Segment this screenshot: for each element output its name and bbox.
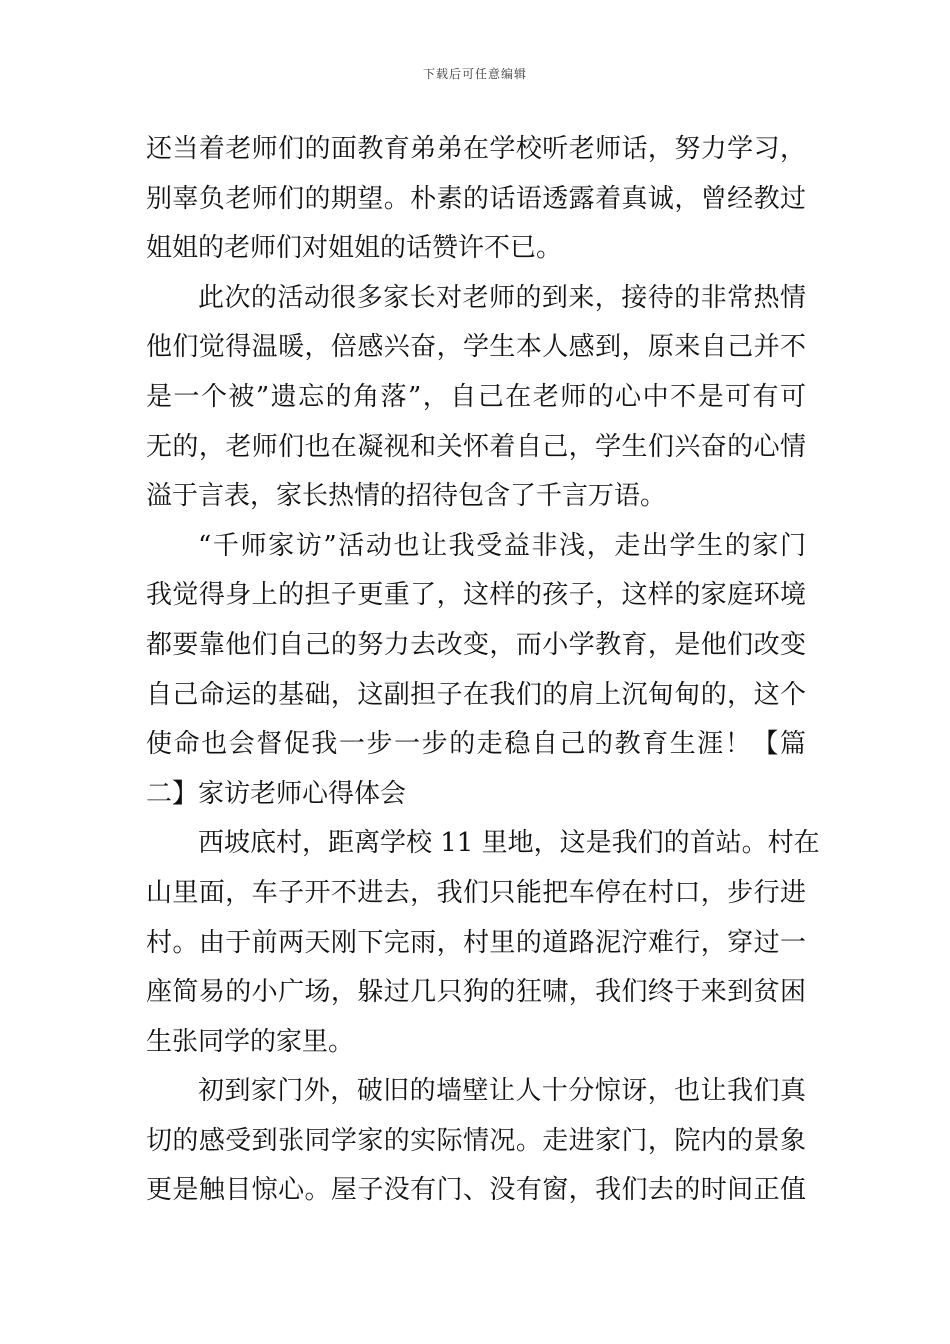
text-line: 别辜负老师们的期望。朴素的话语透露着真诚，曾经教过 <box>146 183 806 214</box>
text-line: 是一个被”遗忘的角落”，自己在老师的心中不是可有可 <box>146 381 806 412</box>
text-line: 村。由于前两天刚下完雨，村里的道路泥泞难行，穿过一 <box>146 927 806 958</box>
text-line: 无的，老师们也在凝视和关怀着自己，学生们兴奋的心情 <box>146 431 806 462</box>
text-line: 自己命运的基础，这副担子在我们的肩上沉甸甸的，这个 <box>146 679 806 710</box>
text-line: 他们觉得温暖，倍感兴奋，学生本人感到，原来自己并不 <box>146 332 806 363</box>
page-header: 下载后可任意编辑 <box>422 67 527 81</box>
text-line: 都要靠他们自己的努力去改变，而小学教育，是他们改变 <box>146 629 806 660</box>
text-line: 二】家访老师心得体会 <box>146 778 407 809</box>
text-line: 使命也会督促我一步一步的走稳自己的教育生涯！【篇 <box>146 729 806 760</box>
text-line: 更是触目惊心。屋子没有门、没有窗，我们去的时间正值 <box>146 1175 806 1206</box>
text-line: 初到家门外，破旧的墙壁让人十分惊讶，也让我们真 <box>198 1076 806 1107</box>
text-line: 我觉得身上的担子更重了，这样的孩子，这样的家庭环境 <box>146 580 806 611</box>
text-line: 溢于言表，家长热情的招待包含了千言万语。 <box>146 481 667 512</box>
text-line: 座简易的小广场，躲过几只狗的狂啸，我们终于来到贫困 <box>146 977 806 1008</box>
text-line: 此次的活动很多家长对老师的到来，接待的非常热情 <box>198 282 806 313</box>
text-line: 姐姐的老师们对姐姐的话赞许不已。 <box>146 233 563 264</box>
text-line: 山里面，车子开不进去，我们只能把车停在村口，步行进 <box>146 877 806 908</box>
text-line: 生张同学的家里。 <box>146 1026 355 1057</box>
text-line: 切的感受到张同学家的实际情况。走进家门，院内的景象 <box>146 1125 806 1156</box>
text-line: “千师家访”活动也让我受益非浅，走出学生的家门 <box>198 530 806 561</box>
body-text <box>146 125 820 1216</box>
text-line: 西坡底村，距离学校 11 里地，这是我们的首站。村在 <box>198 828 820 859</box>
text-line: 还当着老师们的面教育弟弟在学校听老师话，努力学习， <box>146 134 806 164</box>
